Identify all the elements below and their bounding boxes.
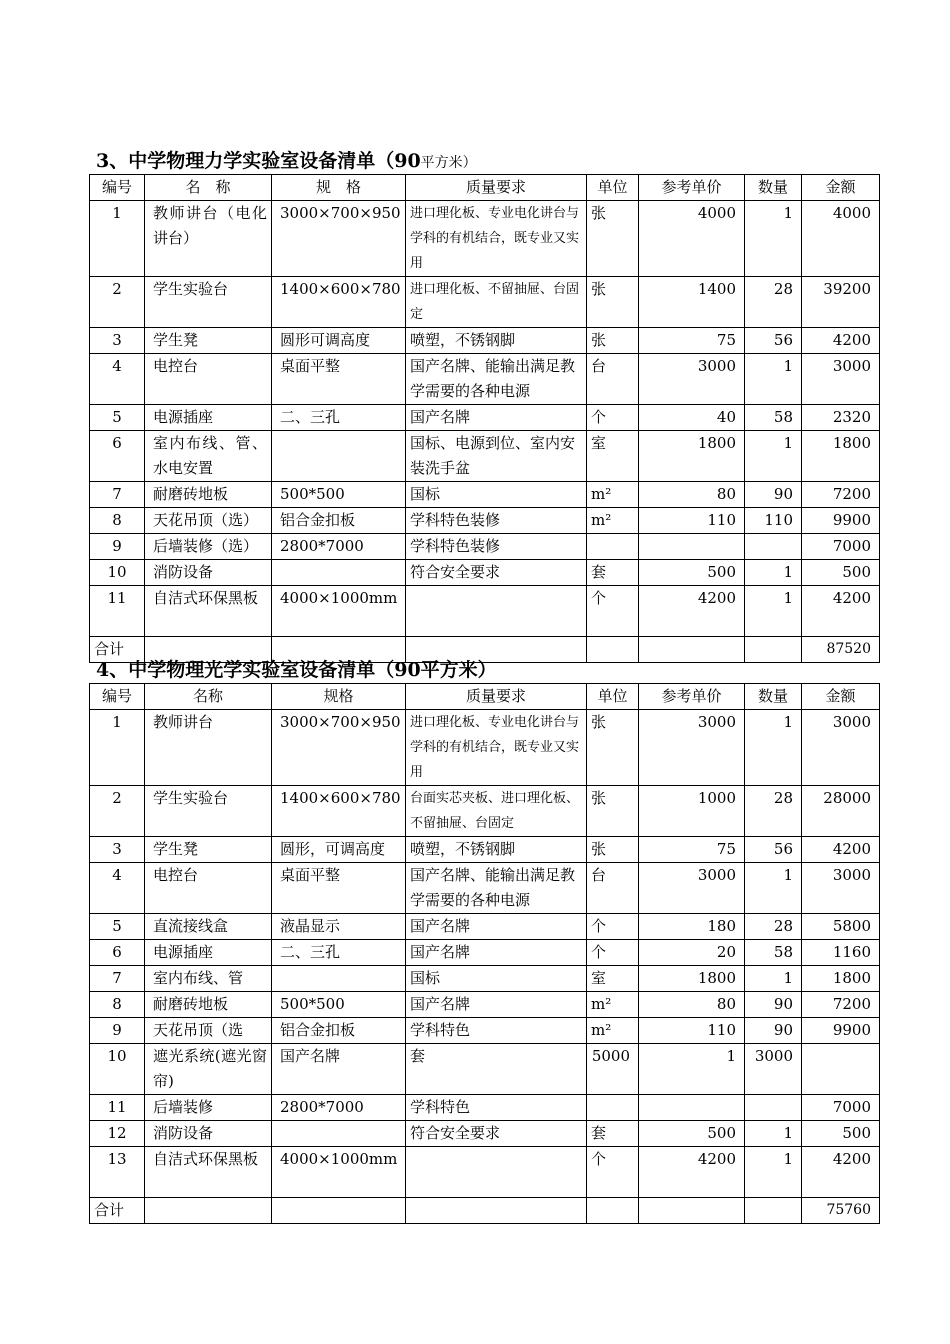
section-title-optics: 4、中学物理光学实验室设备清单（90平方米）	[96, 659, 497, 681]
table-cell: 3000	[802, 710, 880, 786]
table-cell	[406, 586, 587, 637]
table-cell: 符合安全要求	[406, 1121, 587, 1147]
table-cell: 2	[90, 277, 145, 328]
table-cell	[745, 534, 802, 560]
table-cell: 3000	[639, 710, 745, 786]
table-cell: 9900	[802, 508, 880, 534]
table-cell: 110	[745, 508, 802, 534]
table-cell: 6	[90, 431, 145, 482]
table-row	[90, 354, 880, 405]
table-cell: 1	[745, 586, 802, 637]
table-cell: 4200	[802, 328, 880, 354]
column-header: 数量	[745, 175, 802, 201]
table-cell: 4200	[639, 586, 745, 637]
table-cell: 二、三孔	[272, 405, 406, 431]
table-cell: 6	[90, 940, 145, 966]
table-cell	[639, 1198, 745, 1224]
table-row	[90, 431, 880, 482]
table-cell: 1400	[639, 277, 745, 328]
table-cell: 台	[587, 863, 639, 914]
table-cell: 后墙装修（选）	[145, 534, 272, 560]
table-cell: 室	[587, 966, 639, 992]
table-cell: 圆形，可调高度	[272, 837, 406, 863]
table-row	[90, 1095, 880, 1121]
table-cell	[587, 637, 639, 663]
table-cell: 110	[639, 508, 745, 534]
table-cell: 喷塑，不锈钢脚	[406, 328, 587, 354]
table-row	[90, 328, 880, 354]
table-row	[90, 560, 880, 586]
table-cell: 7	[90, 966, 145, 992]
table-cell: 教师讲台（电化讲台）	[145, 201, 272, 277]
column-header: 编号	[90, 684, 145, 710]
table-cell: 9	[90, 534, 145, 560]
table-cell: 1800	[802, 431, 880, 482]
table-cell: 90	[745, 482, 802, 508]
table-cell: 电控台	[145, 863, 272, 914]
column-header: 质量要求	[406, 175, 587, 201]
table-cell: 套	[587, 560, 639, 586]
mechanics-equipment-table	[89, 174, 880, 663]
table-cell: 500	[639, 1121, 745, 1147]
table-cell: 180	[639, 914, 745, 940]
table-cell: 室	[587, 431, 639, 482]
table-header-row	[90, 175, 880, 201]
table-cell: 3000	[802, 863, 880, 914]
table-cell: 1	[745, 560, 802, 586]
table-cell: 28	[745, 277, 802, 328]
table-cell: 1	[745, 431, 802, 482]
table-row	[90, 1121, 880, 1147]
table-cell: 国产名牌	[406, 405, 587, 431]
table-cell: 13	[90, 1147, 145, 1198]
table-cell: 1800	[802, 966, 880, 992]
table-row	[90, 1044, 880, 1095]
table-cell: 500	[802, 1121, 880, 1147]
table-row	[90, 586, 880, 637]
table-cell	[639, 637, 745, 663]
table-cell: 学科特色装修	[406, 508, 587, 534]
table-cell	[587, 1198, 639, 1224]
table-row	[90, 710, 880, 786]
table-cell: 3000	[639, 354, 745, 405]
table-cell: 4000×1000mm	[272, 586, 406, 637]
column-header: 质量要求	[406, 684, 587, 710]
table-cell: 张	[587, 786, 639, 837]
table-cell: 电源插座	[145, 405, 272, 431]
table-cell: 桌面平整	[272, 863, 406, 914]
table-cell: 张	[587, 201, 639, 277]
table-cell: 1	[745, 354, 802, 405]
table-cell: 1400×600×780	[272, 786, 406, 837]
table-cell: 11	[90, 586, 145, 637]
table-cell: 39200	[802, 277, 880, 328]
table-cell: 消防设备	[145, 560, 272, 586]
table-cell: 2800*7000	[272, 534, 406, 560]
table-cell: 7200	[802, 992, 880, 1018]
table-row	[90, 405, 880, 431]
table-cell	[745, 637, 802, 663]
table-cell: 耐磨砖地板	[145, 482, 272, 508]
table-row	[90, 863, 880, 914]
table-cell: 个	[587, 940, 639, 966]
table-cell: 1800	[639, 431, 745, 482]
table-cell: 28	[745, 786, 802, 837]
table-cell: 4000	[802, 201, 880, 277]
table-cell: 58	[745, 940, 802, 966]
total-label: 合计	[90, 637, 145, 663]
table-cell: 张	[587, 277, 639, 328]
table-cell: 5800	[802, 914, 880, 940]
table-cell: 5000	[587, 1044, 639, 1095]
table-cell	[272, 560, 406, 586]
table-header-row	[90, 684, 880, 710]
column-header: 单位	[587, 175, 639, 201]
table-cell: m²	[587, 1018, 639, 1044]
table-cell: m²	[587, 508, 639, 534]
table-cell: 天花吊顶（选）	[145, 508, 272, 534]
table-cell: 75	[639, 837, 745, 863]
table-cell: 套	[587, 1121, 639, 1147]
table-cell: 7000	[802, 534, 880, 560]
table-cell: 20	[639, 940, 745, 966]
table-cell: 遮光系统(遮光窗帘)	[145, 1044, 272, 1095]
table-cell: 进口理化板、专业电化讲台与学科的有机结合，既专业又实用	[406, 710, 587, 786]
table-cell: 3000	[639, 863, 745, 914]
table-cell: 9900	[802, 1018, 880, 1044]
table-cell: 4200	[802, 586, 880, 637]
table-cell: 3	[90, 837, 145, 863]
table-cell: 1	[745, 863, 802, 914]
table-cell: 套	[406, 1044, 587, 1095]
table-cell: 后墙装修	[145, 1095, 272, 1121]
table-cell: 56	[745, 837, 802, 863]
column-header: 金额	[802, 175, 880, 201]
table-cell: 4000	[639, 201, 745, 277]
table-row	[90, 201, 880, 277]
table-cell: 室内布线、管、水电安置	[145, 431, 272, 482]
table-cell: 国产名牌	[406, 914, 587, 940]
table-cell: 个	[587, 405, 639, 431]
optics-equipment-table	[89, 683, 880, 1224]
table-cell	[272, 431, 406, 482]
table-cell	[406, 1198, 587, 1224]
table-cell: 国产名牌、能输出满足教学需要的各种电源	[406, 354, 587, 405]
table-cell: 4	[90, 863, 145, 914]
table-cell: 3	[90, 328, 145, 354]
table-cell: 张	[587, 710, 639, 786]
table-cell: 学科特色装修	[406, 534, 587, 560]
table-cell: 7200	[802, 482, 880, 508]
table-cell: 1	[745, 710, 802, 786]
table-cell: 5	[90, 405, 145, 431]
table-cell: 7000	[802, 1095, 880, 1121]
section-title-suffix: 平方米）	[420, 155, 477, 171]
table-cell	[802, 1044, 880, 1095]
table-cell: 1	[90, 710, 145, 786]
table-cell: 58	[745, 405, 802, 431]
table-cell: 喷塑，不锈钢脚	[406, 837, 587, 863]
table-cell: 学生凳	[145, 837, 272, 863]
table-cell: 室内布线、管	[145, 966, 272, 992]
table-cell: 国产名牌	[406, 992, 587, 1018]
column-header: 规格	[272, 684, 406, 710]
table-cell: 10	[90, 1044, 145, 1095]
table-cell	[745, 1095, 802, 1121]
table-cell: 3000×700×950	[272, 201, 406, 277]
table-cell: 4	[90, 354, 145, 405]
table-cell: 2	[90, 786, 145, 837]
table-cell: 80	[639, 992, 745, 1018]
table-cell: 56	[745, 328, 802, 354]
table-cell: 张	[587, 328, 639, 354]
table-row	[90, 914, 880, 940]
table-row	[90, 786, 880, 837]
table-cell: 1	[745, 1121, 802, 1147]
table-cell: 1400×600×780	[272, 277, 406, 328]
table-row	[90, 1147, 880, 1198]
table-cell: 圆形可调高度	[272, 328, 406, 354]
table-cell	[406, 1147, 587, 1198]
table-cell: 张	[587, 837, 639, 863]
table-cell: 3000	[745, 1044, 802, 1095]
table-cell: 学生凳	[145, 328, 272, 354]
table-cell: 28	[745, 914, 802, 940]
column-header: 名称	[145, 684, 272, 710]
table-cell: 进口理化板、不留抽屉、台固定	[406, 277, 587, 328]
table-cell: 学生实验台	[145, 277, 272, 328]
table-cell: 5	[90, 914, 145, 940]
table-cell: 进口理化板、专业电化讲台与学科的有机结合，既专业又实用	[406, 201, 587, 277]
table-cell: 桌面平整	[272, 354, 406, 405]
table-cell: 电控台	[145, 354, 272, 405]
table-cell: 台面实芯夹板、进口理化板、不留抽屉、台固定	[406, 786, 587, 837]
total-value: 75760	[802, 1198, 880, 1224]
table-cell: 110	[639, 1018, 745, 1044]
table-cell: 液晶显示	[272, 914, 406, 940]
table-cell: 学科特色	[406, 1018, 587, 1044]
table-cell: 2800*7000	[272, 1095, 406, 1121]
table-cell: 1	[90, 201, 145, 277]
section-title-main: 3、中学物理力学实验室设备清单（90	[96, 150, 421, 172]
table-cell	[587, 1095, 639, 1121]
table-cell: 4200	[802, 1147, 880, 1198]
table-cell: 1000	[639, 786, 745, 837]
table-cell: 500*500	[272, 482, 406, 508]
table-cell: 国产名牌	[406, 940, 587, 966]
total-label: 合计	[90, 1198, 145, 1224]
table-cell: 学生实验台	[145, 786, 272, 837]
table-row	[90, 534, 880, 560]
table-cell: 二、三孔	[272, 940, 406, 966]
table-row	[90, 1018, 880, 1044]
column-header: 数量	[745, 684, 802, 710]
table-row	[90, 966, 880, 992]
table-row	[90, 940, 880, 966]
table-cell: 国产名牌	[272, 1044, 406, 1095]
table-cell: 4200	[639, 1147, 745, 1198]
table-cell	[587, 534, 639, 560]
table-cell: 4200	[802, 837, 880, 863]
table-cell: 80	[639, 482, 745, 508]
table-cell	[272, 1198, 406, 1224]
table-cell: 1800	[639, 966, 745, 992]
table-cell: 1	[745, 1147, 802, 1198]
table-cell: 学科特色	[406, 1095, 587, 1121]
table-row	[90, 277, 880, 328]
table-cell: 个	[587, 586, 639, 637]
table-cell: 天花吊顶（选	[145, 1018, 272, 1044]
table-cell: 个	[587, 1147, 639, 1198]
table-row	[90, 992, 880, 1018]
table-cell	[272, 1121, 406, 1147]
table-cell	[639, 534, 745, 560]
table-cell: 90	[745, 1018, 802, 1044]
table-cell	[745, 1198, 802, 1224]
table-cell: 1	[745, 966, 802, 992]
column-header: 参考单价	[639, 175, 745, 201]
table-cell: 8	[90, 508, 145, 534]
table-cell: 1160	[802, 940, 880, 966]
table-cell: 电源插座	[145, 940, 272, 966]
table-cell: m²	[587, 482, 639, 508]
table-cell: m²	[587, 992, 639, 1018]
table-cell: 国产名牌、能输出满足教学需要的各种电源	[406, 863, 587, 914]
table-cell: 500	[639, 560, 745, 586]
total-value: 87520	[802, 637, 880, 663]
table-cell: 1	[639, 1044, 745, 1095]
table-cell: 国标	[406, 966, 587, 992]
column-header: 参考单价	[639, 684, 745, 710]
table-cell: 12	[90, 1121, 145, 1147]
table-cell	[639, 1095, 745, 1121]
table-cell: 铝合金扣板	[272, 1018, 406, 1044]
table-cell: 消防设备	[145, 1121, 272, 1147]
table-cell: 7	[90, 482, 145, 508]
column-header: 编号	[90, 175, 145, 201]
table-row	[90, 508, 880, 534]
section-title-mechanics	[96, 150, 477, 174]
table-cell: 自洁式环保黑板	[145, 586, 272, 637]
table-cell: 500*500	[272, 992, 406, 1018]
table-cell: 11	[90, 1095, 145, 1121]
table-row	[90, 482, 880, 508]
table-cell: 3000×700×950	[272, 710, 406, 786]
column-header: 名 称	[145, 175, 272, 201]
table-cell	[145, 1198, 272, 1224]
table-cell: 国标	[406, 482, 587, 508]
column-header: 规 格	[272, 175, 406, 201]
table-cell: 铝合金扣板	[272, 508, 406, 534]
table-cell: 90	[745, 992, 802, 1018]
table-cell: 自洁式环保黑板	[145, 1147, 272, 1198]
table-cell: 8	[90, 992, 145, 1018]
table-cell: 个	[587, 914, 639, 940]
table-cell: 符合安全要求	[406, 560, 587, 586]
table-cell: 75	[639, 328, 745, 354]
column-header: 单位	[587, 684, 639, 710]
table-cell: 9	[90, 1018, 145, 1044]
table-cell: 40	[639, 405, 745, 431]
table-cell: 10	[90, 560, 145, 586]
table-cell: 国标、电源到位、室内安装洗手盆	[406, 431, 587, 482]
table-cell	[272, 966, 406, 992]
column-header: 金额	[802, 684, 880, 710]
table-cell: 耐磨砖地板	[145, 992, 272, 1018]
table-cell: 4000×1000mm	[272, 1147, 406, 1198]
table-cell: 教师讲台	[145, 710, 272, 786]
table-row	[90, 837, 880, 863]
table-cell: 1	[745, 201, 802, 277]
table-total-row	[90, 1198, 880, 1224]
table-cell: 500	[802, 560, 880, 586]
table-cell: 台	[587, 354, 639, 405]
table-cell: 直流接线盒	[145, 914, 272, 940]
table-cell: 3000	[802, 354, 880, 405]
table-cell: 28000	[802, 786, 880, 837]
table-cell: 2320	[802, 405, 880, 431]
